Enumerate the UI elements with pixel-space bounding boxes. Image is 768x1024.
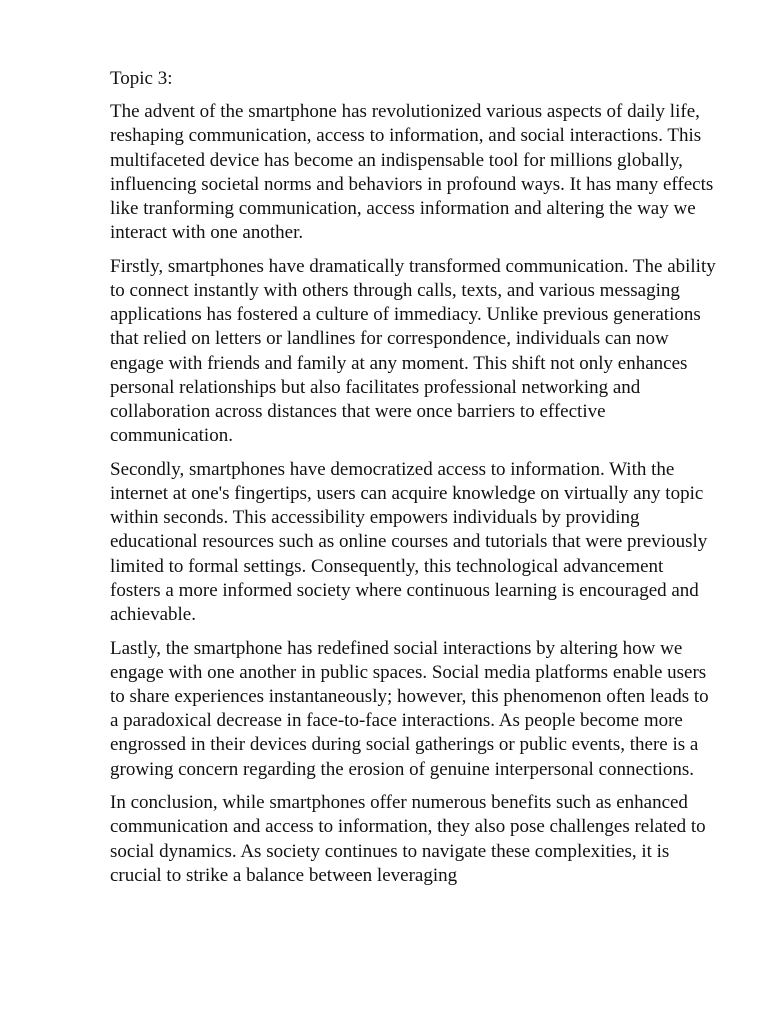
document-body xyxy=(110,67,716,897)
paragraph-conclusion: In conclusion, while smartphones offer numerous benefits such as enhanced communication and access to information, they also pose challenges related to social dynamics. As society continues to navigate these complexities, it is crucial to strike a balance between leveraging xyxy=(110,792,706,886)
paragraph-communication: Firstly, smartphones have dramatically transformed communication. The ability to connect instantly with others through calls, texts, and various messaging applications has fostered a culture of immediacy. Unlike previous generations that relied on letters or landlines for correspondence, individuals can now engage with friends and family at any moment. This shift not only enhances personal relationships but also facilitates professional networking and collaboration across distances that were once barriers to effective communication. xyxy=(110,255,716,447)
paragraph-information-access: Secondly, smartphones have democratized access to information. With the internet at one's fingertips, users can acquire knowledge on virtually any topic within seconds. This accessibility empowers individuals by providing educational resources such as online courses and tutorials that were previously limited to formal settings. Consequently, this technological advancement fosters a more informed society where continuous learning is encouraged and achievable. xyxy=(110,458,708,626)
paragraph-introduction: The advent of the smartphone has revolutionized various aspects of daily life, reshaping communication, access to information, and social interactions. This multifaceted device has become an indispensable tool for millions globally, influencing societal norms and behaviors in profound ways. It has many effects like tranforming communication, access information and altering the way we interact with one another. xyxy=(110,101,714,244)
paragraph-social-interactions: Lastly, the smartphone has redefined social interactions by altering how we engage with one another in public spaces. Social media platforms enable users to share experiences instantaneously; however, this phenomenon often leads to a paradoxical decrease in face-to-face interactions. As people become more engrossed in their devices during social gatherings or public events, there is a growing concern regarding the erosion of genuine interpersonal connections. xyxy=(110,637,709,780)
topic-heading: Topic 3: xyxy=(110,68,173,89)
